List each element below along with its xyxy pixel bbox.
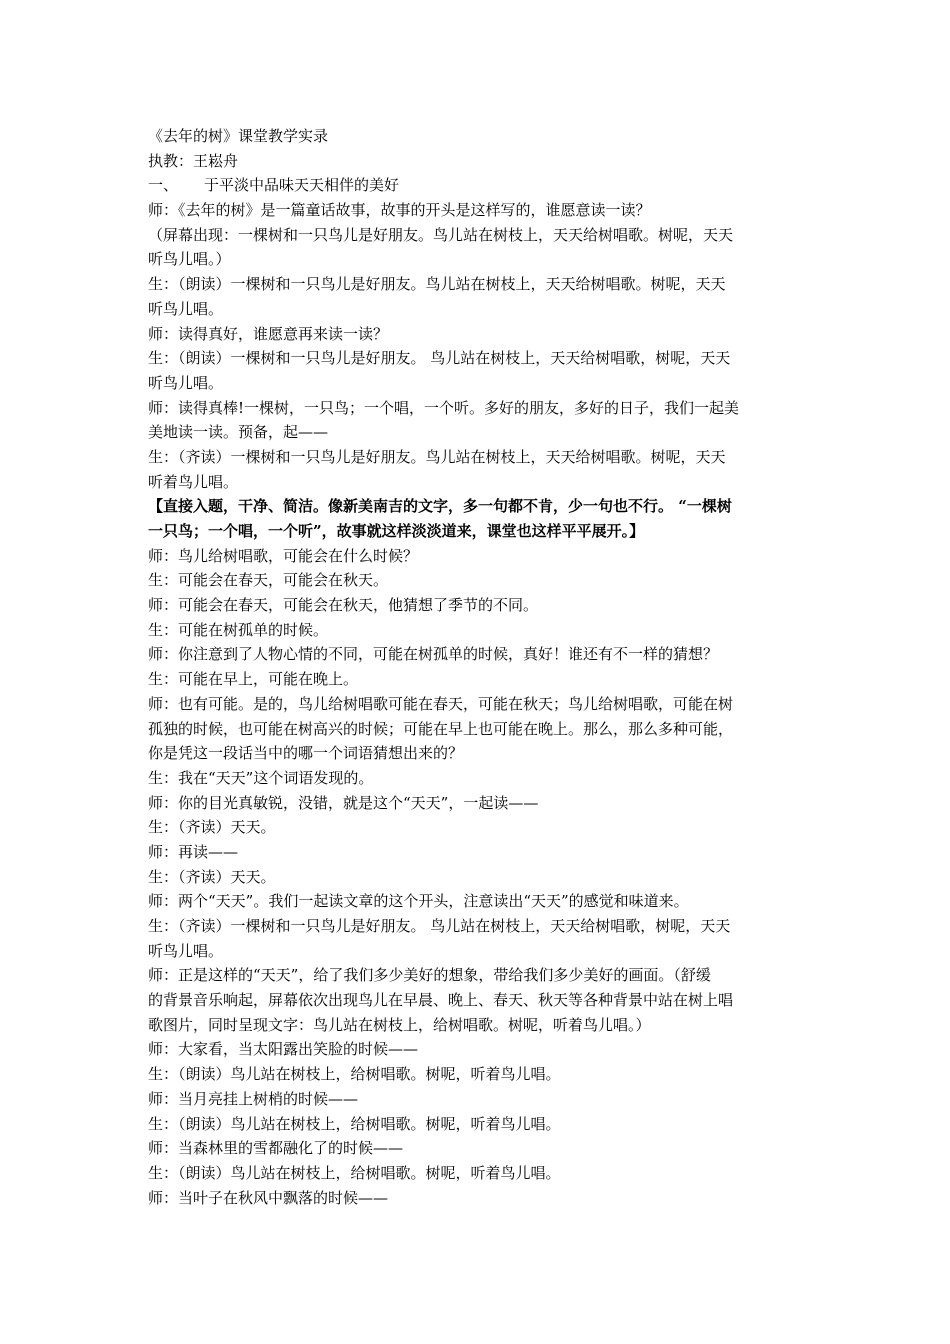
transcript-line: 孤独的时候，也可能在树高兴的时候；可能在早上也可能在晚上。那么，那么多种可能， [148,719,734,738]
transcript-line: 生：（齐读）一棵树和一只鸟儿是好朋友。鸟儿站在树枝上，天天给树唱歌。树呢，天天 [148,447,726,466]
transcript-line: 师：正是这样的“天天”，给了我们多少美好的想象，带给我们多少美好的画面。（舒缓 [148,966,711,985]
transcript-line: 生：（齐读）天天。 [148,867,276,886]
document-title: 《去年的树》课堂教学实录 [148,127,329,145]
transcript-line: 你是凭这一段话当中的哪一个词语猜想出来的？ [148,744,464,763]
transcript-line: 师：当月亮挂上树梢的时候—— [148,1089,359,1108]
transcript-line: 听鸟儿唱。） [148,250,231,269]
section-number: 一、 [148,176,179,195]
transcript-line: 师：你的目光真敏锐，没错，就是这个“天天”，一起读—— [148,793,539,812]
transcript-line: 听鸟儿唱。 [148,373,224,392]
transcript-line: 生：可能在早上，可能在晚上。 [148,670,359,689]
transcript-line: 听鸟儿唱。 [148,299,224,318]
transcript-line: 师：大家看，当太阳露出笑脸的时候—— [148,1040,419,1059]
transcript-line: 师：当森林里的雪都融化了的时候—— [148,1139,404,1158]
transcript-line: 师：也有可能。是的，鸟儿给树唱歌可能在春天，可能在秋天；鸟儿给树唱歌，可能在树 [148,694,734,713]
document-page [148,124,810,1210]
transcript-line: 听鸟儿唱。 [148,941,224,960]
transcript-line: 师：鸟儿给树唱歌，可能会在什么时候？ [148,546,419,565]
transcript-line: 生：（朗读）鸟儿站在树枝上，给树唱歌。树呢，听着鸟儿唱。 [148,1065,561,1084]
transcript-line: 美地读一读。预备，起—— [148,423,329,442]
transcript-body [148,198,810,1210]
transcript-line: 生：（朗读）一棵树和一只鸟儿是好朋友。 鸟儿站在树枝上，天天给树唱歌，树呢，天天 [148,349,731,368]
transcript-line: 的背景音乐响起，屏幕依次出现鸟儿在早晨、晚上、春天、秋天等各种背景中站在树上唱 [148,991,734,1010]
transcript-line: 师：再读—— [148,842,239,861]
transcript-line: 师：你注意到了人物心情的不同，可能在树孤单的时候，真好！谁还有不一样的猜想？ [148,645,719,664]
section-title: 于平淡中品味天天相伴的美好 [204,176,400,195]
transcript-line: 师：可能会在春天，可能会在秋天，他猜想了季节的不同。 [148,596,539,615]
transcript-line: 师：当叶子在秋风中飘落的时候—— [148,1188,389,1207]
transcript-line: 生：可能会在春天，可能会在秋天。 [148,571,389,590]
transcript-line: 生：（朗读）鸟儿站在树枝上，给树唱歌。树呢，听着鸟儿唱。 [148,1114,561,1133]
transcript-line: 生：我在“天天”这个词语发现的。 [148,768,374,787]
transcript-line: 生：（齐读）天天。 [148,818,276,837]
transcript-line: 生：（齐读）一棵树和一只鸟儿是好朋友。 鸟儿站在树枝上，天天给树唱歌，树呢，天天 [148,917,731,935]
transcript-line: 听着鸟儿唱。 [148,472,239,491]
transcript-line: 师：读得真棒!一棵树，一只鸟；一个唱，一个听。多好的朋友，多好的日子，我们一起美 [148,398,740,417]
author-line: 执教：王崧舟 [148,151,239,170]
transcript-line: 师：《去年的树》是一篇童话故事，故事的开头是这样写的，谁愿意读一读？ [148,201,651,220]
transcript-line: 生：可能在树孤单的时候。 [148,620,329,639]
transcript-line: （屏幕出现：一棵树和一只鸟儿是好朋友。鸟儿站在树枝上，天天给树唱歌。树呢，天天 [148,225,734,244]
transcript-line: 生：（朗读）鸟儿站在树枝上，给树唱歌。树呢，听着鸟儿唱。 [148,1163,561,1182]
commentary-line: 【直接入题，干净、简洁。像新美南吉的文字，多一句都不肯，少一句也不行。 “一棵树 [148,497,732,516]
commentary-line: 一只鸟；一个唱，一个听”，故事就这样淡淡道来，课堂也这样平平展开。】 [148,522,645,540]
section-heading [148,173,810,198]
transcript-line: 师：两个“天天”。我们一起读文章的这个开头，注意读出“天天”的感觉和味道来。 [148,892,689,911]
transcript-line: 歌图片，同时呈现文字：鸟儿站在树枝上，给树唱歌。树呢，听着鸟儿唱。） [148,1015,651,1034]
transcript-line: 生：（朗读）一棵树和一只鸟儿是好朋友。鸟儿站在树枝上，天天给树唱歌。树呢，天天 [148,275,726,294]
transcript-line: 师：读得真好，谁愿意再来读一读？ [148,324,389,343]
